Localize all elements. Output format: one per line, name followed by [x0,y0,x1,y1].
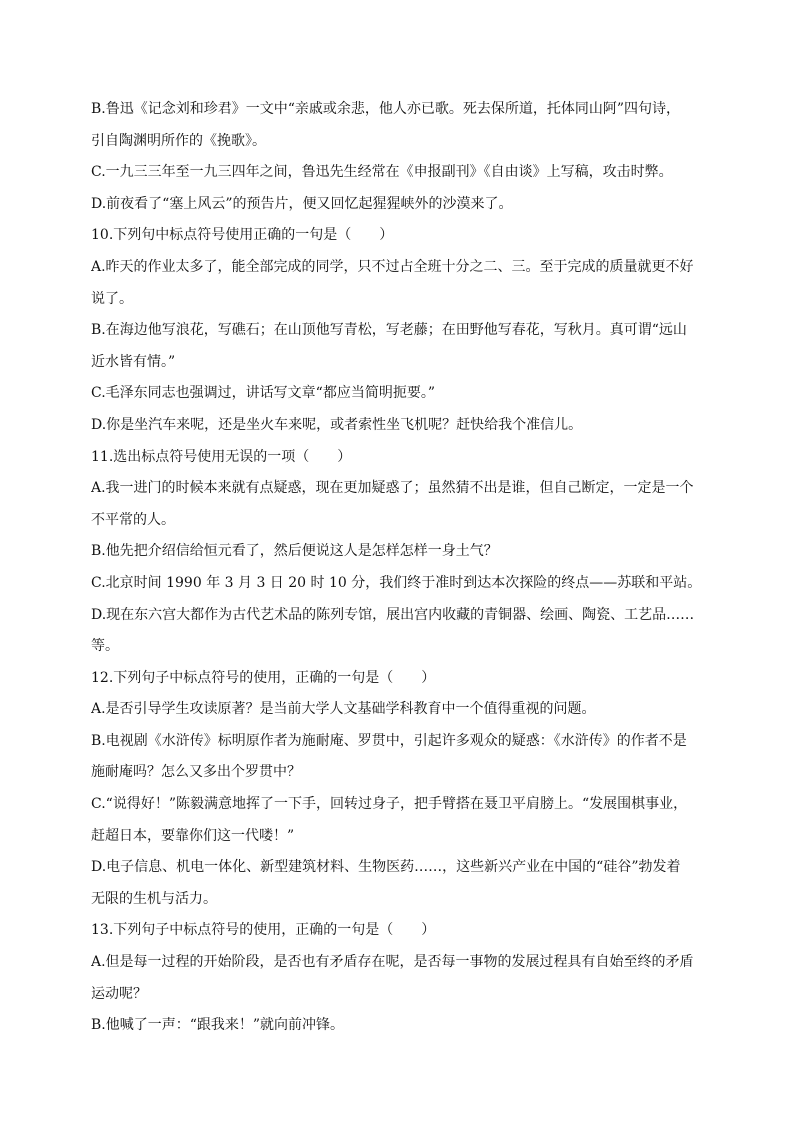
text-line: C.一九三三年至一九三四年之间，鲁迅先生经常在《申报副刊》《自由谈》上写稿，攻击时弊。 [91,164,673,181]
text-line: D.你是坐汽车来呢，还是坐火车来呢，或者索性坐飞机呢？赶快给我个准信儿。 [91,416,583,433]
text-line: C.北京时间 1990 年 3 月 3 日 20 时 10 分，我们终于准时到达本次探险的终点——苏联和平站。 [91,574,702,591]
text-line: B.他喊了一声：“跟我来！”就向前冲锋。 [91,1017,345,1034]
text-line: C.毛泽东同志也强调过，讲话写文章“都应当简明扼要。” [91,385,435,402]
text-line: B.鲁迅《记念刘和珍君》一文中“亲戚或余悲，他人亦已歌。死去保所道，托体同山阿”四句诗， [91,101,681,117]
text-line: D.前夜看了“塞上风云”的预告片，便又回忆起猩猩峡外的沙漠来了。 [91,195,513,212]
text-line: B.电视剧《水浒传》标明原作者为施耐庵、罗贯中，引起许多观众的疑惑：《水浒传》的作者不是 [91,732,687,749]
document-body [91,94,703,1042]
text-line: A.昨天的作业太多了，能全部完成的同学，只不过占全班十分之二、三。至于完成的质量就更不好 [91,258,694,275]
text-line: 无限的生机与活力。 [91,890,217,907]
text-line: B.他先把介绍信给恒元看了，然后便说这人是怎样怎样一身土气？ [91,543,498,560]
text-line: 近水皆有情。” [91,353,176,370]
text-line: C.“说得好！”陈毅满意地挥了一下手，回转过身子，把手臂搭在聂卫平肩膀上。“发展围棋事业， [91,796,688,813]
question-13-stem: 13.下列句子中标点符号的使用，正确的一句是（ ） [91,922,436,939]
question-11-stem: 11.选出标点符号使用无误的一项（ ） [91,448,352,465]
question-12-stem: 12.下列句子中标点符号的使用，正确的一句是（ ） [91,669,436,686]
text-line: D.现在东六宫大都作为古代艺术品的陈列专馆，展出宫内收藏的青铜器、绘画、陶瓷、工艺品…… [91,606,695,623]
text-line: D.电子信息、机电一体化、新型建筑材料、生物医药……，这些新兴产业在中国的“硅谷”勃发着 [91,859,681,876]
text-line: B.在海边他写浪花，写礁石；在山顶他写青松，写老藤；在田野他写春花，写秋月。真可谓“远山 [91,322,687,339]
text-line: 等。 [91,638,119,655]
text-line: A.我一进门的时候本来就有点疑惑，现在更加疑惑了；虽然猜不出是谁，但自己断定，一定是一个 [91,480,694,497]
text-line: 说了。 [91,290,133,307]
text-line: 不平常的人。 [91,511,175,528]
text-line: 引自陶渊明所作的《挽歌》。 [91,132,266,149]
text-line: 赶超日本，要靠你们这一代喽！” [91,827,295,844]
text-line: A.但是每一过程的开始阶段，是否也有矛盾存在呢，是否每一事物的发展过程具有自始至终的矛盾 [91,954,694,971]
text-line: 施耐庵吗？怎么又多出个罗贯中？ [91,764,301,781]
text-line: A.是否引导学生攻读原著？是当前大学人文基础学科教育中一个值得重视的问题。 [91,701,596,718]
question-10-stem: 10.下列句中标点符号使用正确的一句是（ ） [91,227,394,244]
text-line: 运动呢？ [91,985,147,1002]
